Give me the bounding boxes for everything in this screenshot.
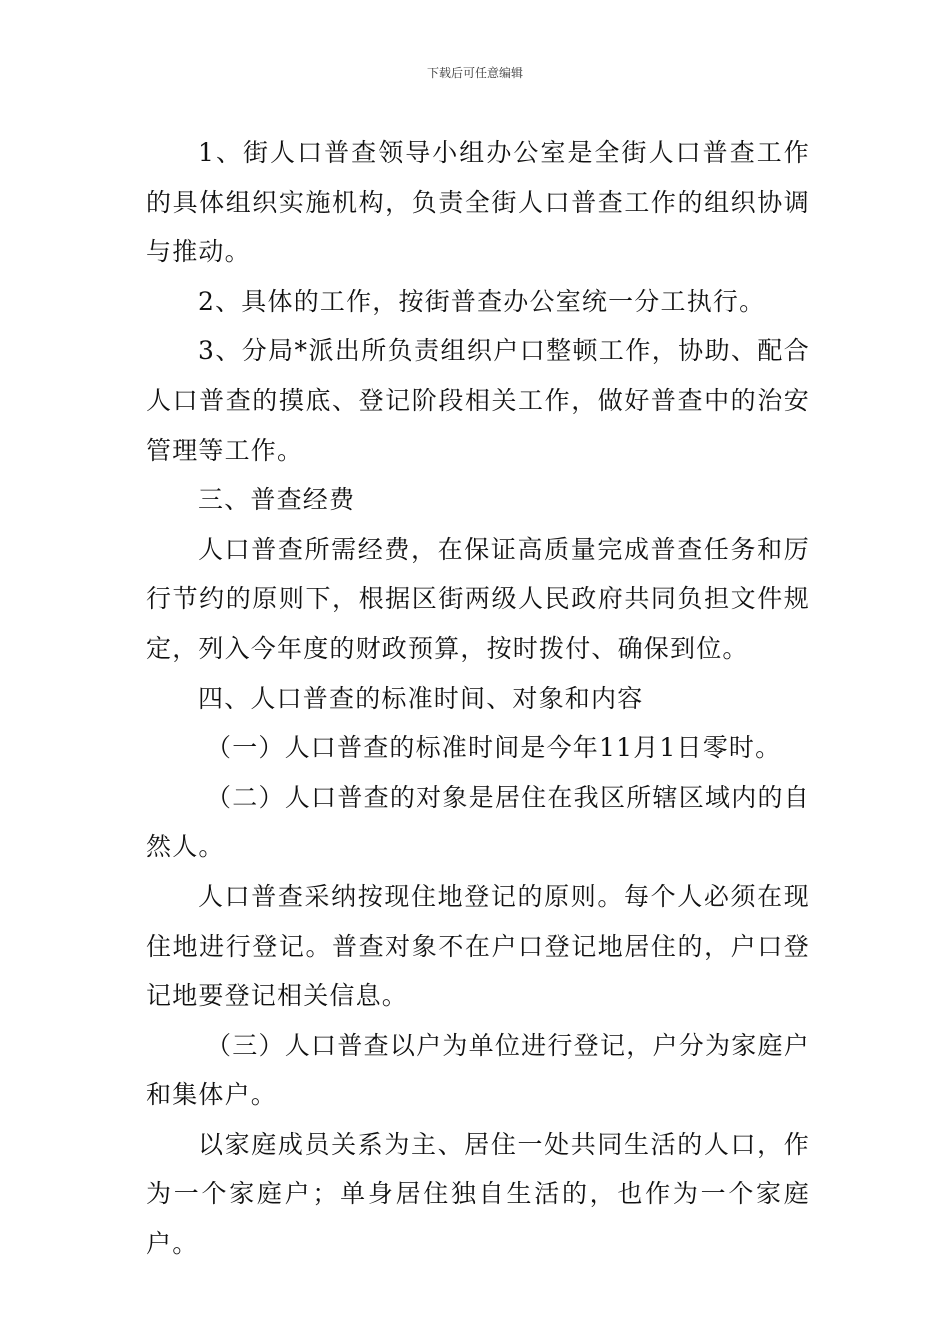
section-heading-census-scope: 四、人口普查的标准时间、对象和内容 bbox=[198, 683, 644, 713]
paragraph-2: 2、具体的工作，按街普查办公室统一分工执行。 bbox=[198, 286, 766, 316]
paragraph-3: 3、分局*派出所负责组织户口整顿工作，协助、配合人口普查的摸底、登记阶段相关工作，做好普查中的治安管理等工作。 bbox=[146, 336, 810, 465]
paragraph-household-unit: （三）人口普查以户为单位进行登记，户分为家庭户和集体户。 bbox=[146, 1030, 810, 1110]
paragraph-family-household: 以家庭成员关系为主、居住一处共同生活的人口，作为一个家庭户；单身居住独自生活的，也作为一个家庭户。 bbox=[146, 1129, 810, 1259]
paragraph-standard-time: （一）人口普查的标准时间是今年11月1日零时。 bbox=[206, 733, 782, 763]
page-header: 下载后可任意编辑 bbox=[426, 66, 523, 80]
section-heading-funding: 三、普查经费 bbox=[198, 485, 356, 515]
paragraph-residence-principle: 人口普查采纳按现住地登记的原则。每个人必须在现住地进行登记。普查对象不在户口登记地居住的，户口登记地要登记相关信息。 bbox=[146, 881, 810, 1011]
paragraph-census-subjects: （二）人口普查的对象是居住在我区所辖区域内的自然人。 bbox=[146, 782, 810, 862]
paragraph-funding: 人口普查所需经费，在保证高质量完成普查任务和厉行节约的原则下，根据区街两级人民政府共同负担文件规定，列入今年度的财政预算，按时拨付、确保到位。 bbox=[146, 534, 810, 663]
document-body bbox=[146, 128, 810, 1269]
paragraph-1: 1、街人口普查领导小组办公室是全街人口普查工作的具体组织实施机构，负责全街人口普查工作的组织协调与推动。 bbox=[146, 138, 810, 267]
